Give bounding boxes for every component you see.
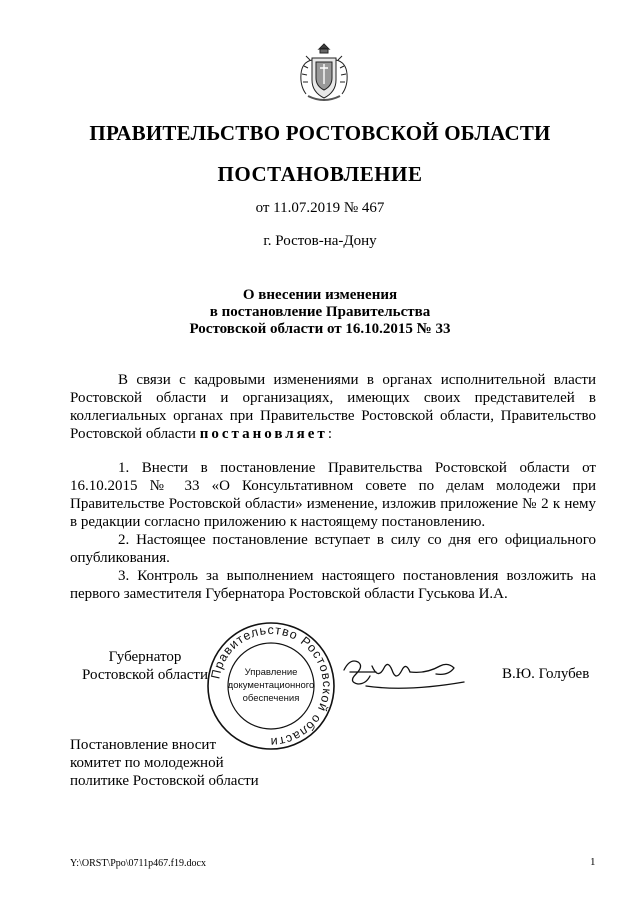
- submitter-note: [70, 736, 259, 790]
- signatory-position: [70, 648, 220, 684]
- signatory-position-line-1: Губернатор: [108, 649, 182, 665]
- stamp-inner-line-2: документационного: [227, 680, 315, 691]
- submitter-line-2: комитет по молодежной: [70, 755, 224, 771]
- document-title: [0, 287, 640, 338]
- submitter-line-1: Постановление вносит: [70, 737, 217, 753]
- stamp-inner-line-3: обеспечения: [242, 693, 300, 704]
- decree-colon: :: [327, 426, 332, 442]
- signatory-position-line-2: Ростовской области: [82, 667, 208, 683]
- title-line-3: Ростовской области от 16.10.2015 № 33: [189, 321, 451, 337]
- decree-items: [70, 459, 596, 603]
- document-date-number: от 11.07.2019 № 467: [255, 200, 385, 216]
- preamble-paragraph: [70, 371, 596, 443]
- decree-item-1: 1. Внести в постановление Правительства Ростовской области от 16.10.2015 № 33 «О Консультативном совете по делам молодежи при Правительстве Ростовской области» изменение, изложив приложение № 2 к нему в редакции согласно приложению к настоящему постановлению.: [70, 460, 596, 530]
- stamp-inner-line-1: Управление: [244, 667, 298, 678]
- handwritten-signature: [336, 652, 476, 696]
- file-path: Y:\ORST\Ppo\0711p467.f19.docx: [70, 858, 206, 869]
- page-number: 1: [590, 856, 596, 868]
- document-type: ПОСТАНОВЛЕНИЕ: [217, 162, 423, 186]
- stamp-outer-text: Правительство Ростовской области: [208, 622, 335, 750]
- signatory-name: В.Ю. Голубев: [502, 666, 590, 682]
- title-line-1: О внесении изменения: [242, 287, 398, 303]
- organization-name: ПРАВИТЕЛЬСТВО РОСТОВСКОЙ ОБЛАСТИ: [89, 121, 551, 145]
- preamble-text: В связи с кадровыми изменениями в органах исполнительной власти Ростовской области и организациях, имеющих своих представителей в коллегиальных органах при Правительстве Ростовской области, Правительство Ростовской области: [70, 372, 596, 442]
- submitter-line-3: политике Ростовской области: [70, 773, 259, 789]
- title-line-2: в постановление Правительства: [209, 304, 431, 320]
- coat-of-arms-icon: [296, 38, 352, 108]
- official-stamp: [205, 620, 337, 752]
- decree-item-3: 3. Контроль за выполнением настоящего постановления возложить на первого заместителя Губернатора Ростовской области Гуськова И.А.: [70, 568, 596, 602]
- decree-item-2: 2. Настоящее постановление вступает в силу со дня его официального опубликования.: [70, 532, 596, 566]
- decree-word: постановляет: [199, 426, 328, 442]
- document-city: г. Ростов-на-Дону: [263, 233, 377, 249]
